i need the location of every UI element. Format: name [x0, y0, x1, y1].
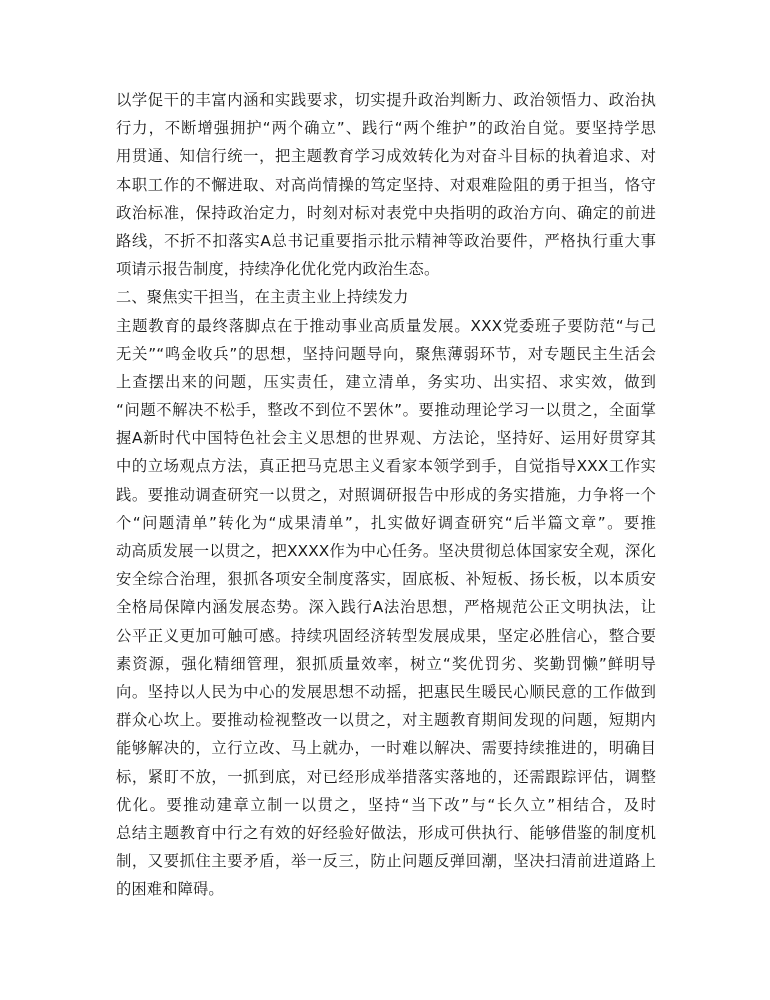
paragraph-line: 上查摆出来的问题，压实责任，建立清单，务实功、出实招、求实效，做到 — [116, 372, 656, 391]
paragraph-line: 全格局保障内涵发展态势。深入践行A法治思想，严格规范公正文明执法，让 — [116, 598, 656, 617]
paragraph-line: 群众心坎上。要推动检视整改一以贯之，对主题教育期间发现的问题，短期内 — [116, 711, 656, 730]
paragraph-line: 素资源，强化精细管理，狠抓质量效率，树立“奖优罚劣、奖勤罚懒”鲜明导 — [116, 654, 656, 673]
paragraph-line: 项请示报告制度，持续净化优化党内政治生态。 — [116, 260, 440, 279]
paragraph-line: 以学促干的丰富内涵和实践要求，切实提升政治判断力、政治领悟力、政治执 — [116, 91, 656, 109]
paragraph-line: 向。坚持以人民为中心的发展思想不动摇，把惠民生暖民心顺民意的工作做到 — [116, 682, 656, 701]
paragraph-line: 动高质发展一以贯之，把XXXX作为中心任务。坚决贯彻总体国家安全观，深化 — [116, 542, 656, 560]
paragraph-line: 践。要推动调查研究一以贯之，对照调研报告中形成的务实措施，力争将一个 — [116, 485, 656, 504]
paragraph-line: 总结主题教育中行之有效的好经验好做法，形成可供执行、能够借鉴的制度机 — [116, 823, 656, 842]
paragraph-line: 中的立场观点方法，真正把马克思主义看家本领学到手，自觉指导XXX工作实 — [116, 457, 656, 476]
paragraph-line: 的困难和障碍。 — [116, 880, 224, 899]
paragraph-line: 个“问题清单”转化为“成果清单”，扎实做好调查研究“后半篇文章”。要推 — [116, 513, 656, 532]
section-heading: 二、聚焦实干担当，在主责主业上持续发力 — [116, 288, 409, 307]
paragraph-line: 安全综合治理，狠抓各项安全制度落实，固底板、补短板、扬长板，以本质安 — [116, 570, 656, 589]
paragraph-line: 政治标准，保持政治定力，时刻对标对表党中央指明的政治方向、确定的前进 — [116, 203, 656, 222]
paragraph-line: 用贯通、知信行统一，把主题教育学习成效转化为对奋斗目标的执着追求、对 — [116, 147, 656, 166]
paragraph-line: 主题教育的最终落脚点在于推动事业高质量发展。XXX党委班子要防范“与己 — [116, 316, 656, 335]
paragraph-line: 制，又要抓住主要矛盾，举一反三，防止问题反弹回潮，坚决扫清前进道路上 — [116, 852, 656, 871]
paragraph-line: “问题不解决不松手，整改不到位不罢休”。要推动理论学习一以贯之，全面掌 — [116, 401, 656, 420]
paragraph-line: 标，紧盯不放，一抓到底，对已经形成举措落实落地的，还需跟踪评估，调整 — [116, 767, 656, 786]
paragraph-line: 优化。要推动建章立制一以贯之，坚持“当下改”与“长久立”相结合，及时 — [116, 795, 656, 814]
paragraph-line: 公平正义更加可触可感。持续巩固经济转型发展成果，坚定必胜信心，整合要 — [116, 626, 656, 645]
document-body — [116, 86, 656, 903]
paragraph-line: 路线，不折不扣落实A总书记重要指示批示精神等政治要件，严格执行重大事 — [116, 231, 656, 250]
paragraph-line: 能够解决的，立行立改、马上就办，一时难以解决、需要持续推进的，明确目 — [116, 739, 656, 758]
paragraph-line: 握A新时代中国特色社会主义思想的世界观、方法论，坚持好、运用好贯穿其 — [116, 429, 656, 448]
paragraph-line: 行力，不断增强拥护“两个确立”、践行“两个维护”的政治自觉。要坚持学思 — [116, 119, 656, 138]
paragraph-line: 无关”“鸣金收兵”的思想，坚持问题导向，聚焦薄弱环节，对专题民主生活会 — [116, 344, 656, 363]
paragraph-line: 本职工作的不懈进取、对高尚情操的笃定坚持、对艰难险阻的勇于担当，恪守 — [116, 175, 656, 194]
